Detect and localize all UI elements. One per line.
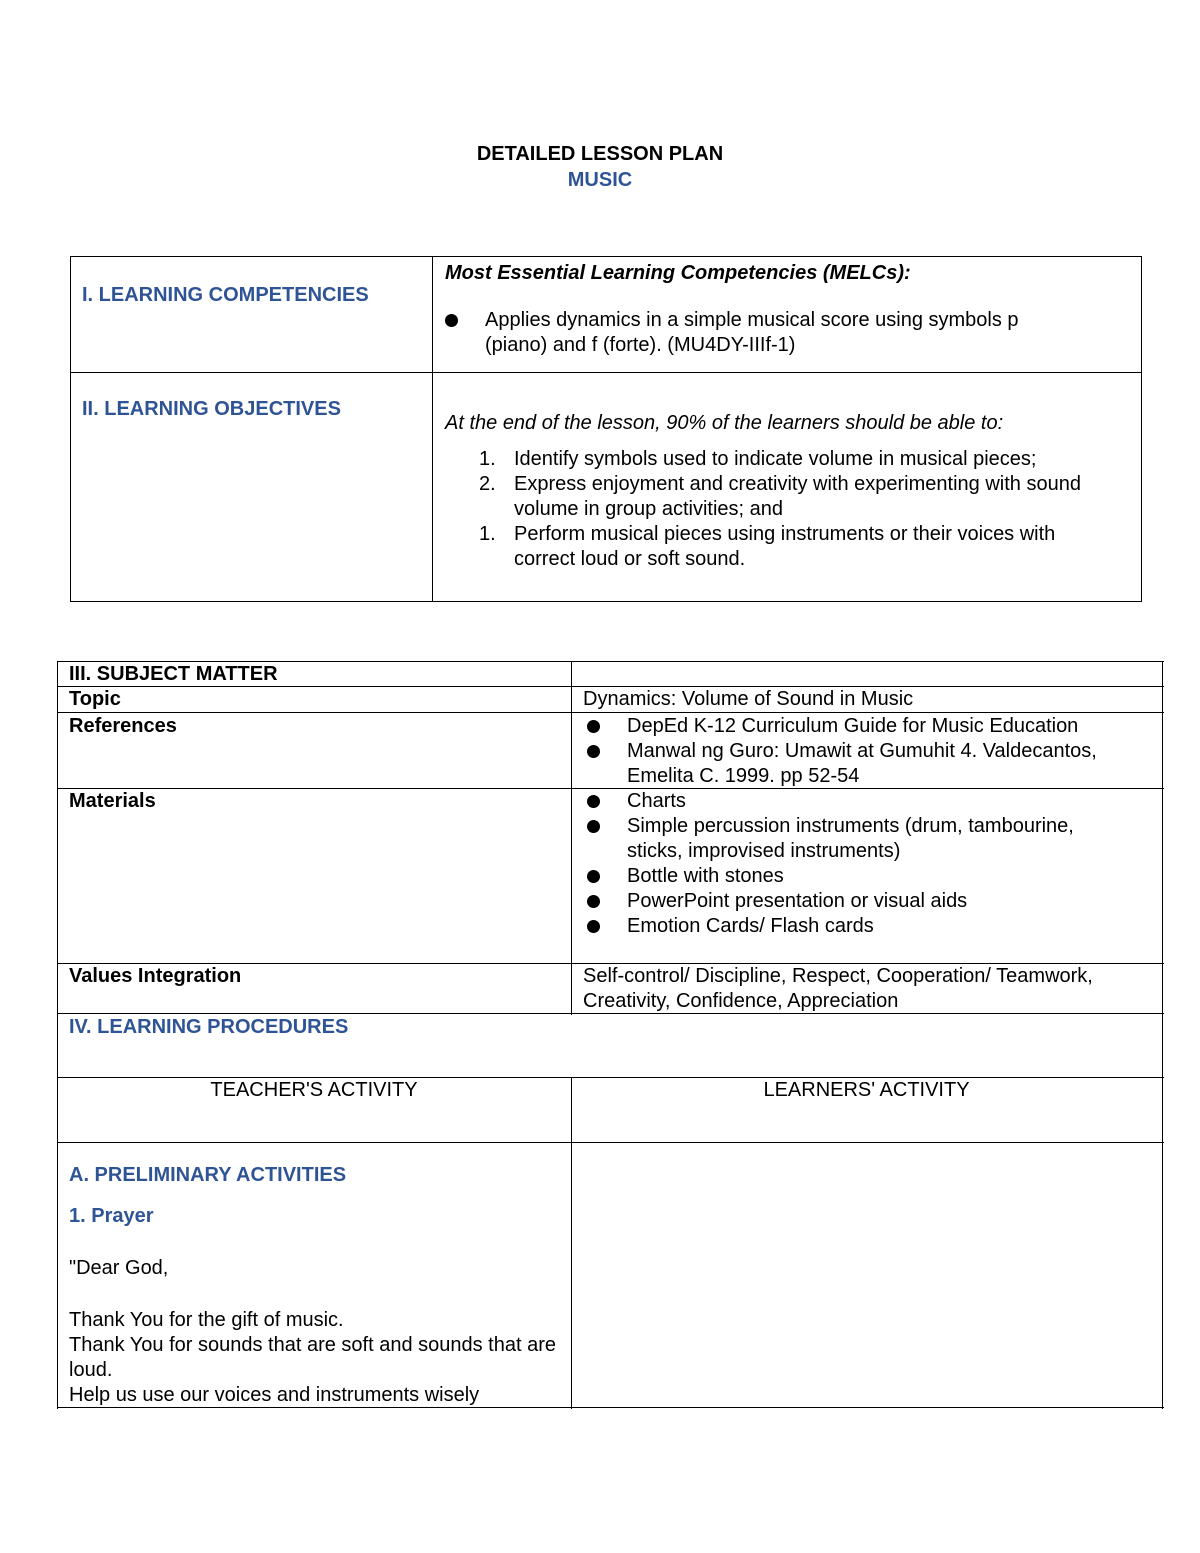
prayer-line: "Dear God, (69, 1257, 169, 1279)
subject-matter-table (57, 661, 1164, 1409)
melc-heading: Most Essential Learning Competencies (MELCs): (445, 262, 911, 284)
objective-text: Identify symbols used to indicate volume in musical pieces; (514, 448, 1037, 470)
reference-text: DepEd K-12 Curriculum Guide for Music Education (627, 715, 1079, 737)
objective-number: 1. (479, 523, 496, 545)
table-line (571, 1077, 572, 1409)
table-line (57, 661, 58, 1409)
references-label: References (69, 715, 177, 737)
reference-text: Manwal ng Guro: Umawit at Gumuhit 4. Valdecantos, Emelita C. 1999. pp 52-54 (627, 740, 1097, 787)
melc-item-text: Applies dynamics in a simple musical score using symbols p (piano) and f (forte). (MU4DY-IIIf-1) (485, 309, 1019, 356)
preliminary-activities-heading: A. PRELIMINARY ACTIVITIES (69, 1164, 347, 1186)
teacher-activity-header: TEACHER'S ACTIVITY (210, 1079, 418, 1101)
reference-item (585, 714, 1145, 739)
material-text: Simple percussion instruments (drum, tambourine, sticks, improvised instruments) (627, 815, 1074, 862)
competencies-label-cell (71, 257, 433, 372)
material-text: Charts (627, 790, 686, 812)
material-text: PowerPoint presentation or visual aids (627, 890, 968, 912)
objectives-row (71, 373, 1141, 601)
bullet-icon (587, 720, 600, 733)
prayer-line: Help us use our voices and instruments wisely (69, 1384, 480, 1406)
objectives-content-cell (433, 373, 1141, 601)
objective-number: 1. (479, 448, 496, 470)
topic-label: Topic (69, 688, 121, 710)
bullet-icon (587, 795, 600, 808)
objectives-label-cell (71, 373, 433, 601)
learner-activity-header: LEARNERS' ACTIVITY (763, 1079, 970, 1101)
material-item (585, 864, 1105, 889)
bullet-icon (587, 745, 600, 758)
materials-list (585, 789, 1105, 939)
learning-objectives-heading: II. LEARNING OBJECTIVES (82, 398, 341, 420)
bullet-icon (587, 870, 600, 883)
competencies-objectives-table (70, 256, 1142, 602)
references-list (585, 714, 1145, 789)
material-text: Emotion Cards/ Flash cards (627, 915, 874, 937)
table-line (571, 661, 572, 1015)
objective-text: Perform musical pieces using instruments or their voices with correct loud or soft sound. (514, 523, 1056, 570)
objectives-intro: At the end of the lesson, 90% of the learners should be able to: (445, 412, 1004, 434)
bullet-icon (587, 820, 600, 833)
values-value: Self-control/ Discipline, Respect, Cooperation/ Teamwork, Creativity, Confidence, Appreciation (583, 965, 1093, 1012)
prayer-line: Thank You for the gift of music. (69, 1309, 344, 1331)
learning-competencies-heading: I. LEARNING COMPETENCIES (82, 284, 369, 306)
objective-item (479, 472, 1119, 522)
bullet-icon (587, 920, 600, 933)
document-subject: MUSIC (567, 169, 633, 191)
objective-number: 2. (479, 473, 496, 495)
table-line (57, 1142, 1164, 1143)
subject-matter-heading: III. SUBJECT MATTER (69, 663, 278, 685)
melc-item (445, 308, 1085, 358)
competencies-row (71, 257, 1141, 373)
materials-label: Materials (69, 790, 156, 812)
table-line (1162, 661, 1163, 1409)
prayer-body (69, 1308, 567, 1408)
material-item (585, 814, 1105, 864)
objectives-list (479, 447, 1119, 572)
material-item (585, 914, 1105, 939)
material-item (585, 889, 1105, 914)
values-label: Values Integration (69, 965, 242, 987)
topic-value: Dynamics: Volume of Sound in Music (583, 688, 914, 710)
prayer-line: Thank You for sounds that are soft and sounds that are loud. (69, 1334, 557, 1381)
material-text: Bottle with stones (627, 865, 784, 887)
table-line (57, 712, 1164, 713)
prayer-heading: 1. Prayer (69, 1205, 154, 1227)
objective-text: Express enjoyment and creativity with experimenting with sound volume in group activities; and (514, 473, 1081, 520)
bullet-icon (445, 314, 458, 327)
objective-item (479, 447, 1119, 472)
melc-list (445, 308, 1085, 358)
learning-procedures-heading: IV. LEARNING PROCEDURES (69, 1016, 349, 1038)
competencies-content-cell (433, 257, 1141, 372)
material-item (585, 789, 1105, 814)
reference-item (585, 739, 1145, 789)
bullet-icon (587, 895, 600, 908)
objective-item (479, 522, 1119, 572)
document-title: DETAILED LESSON PLAN (476, 143, 724, 165)
